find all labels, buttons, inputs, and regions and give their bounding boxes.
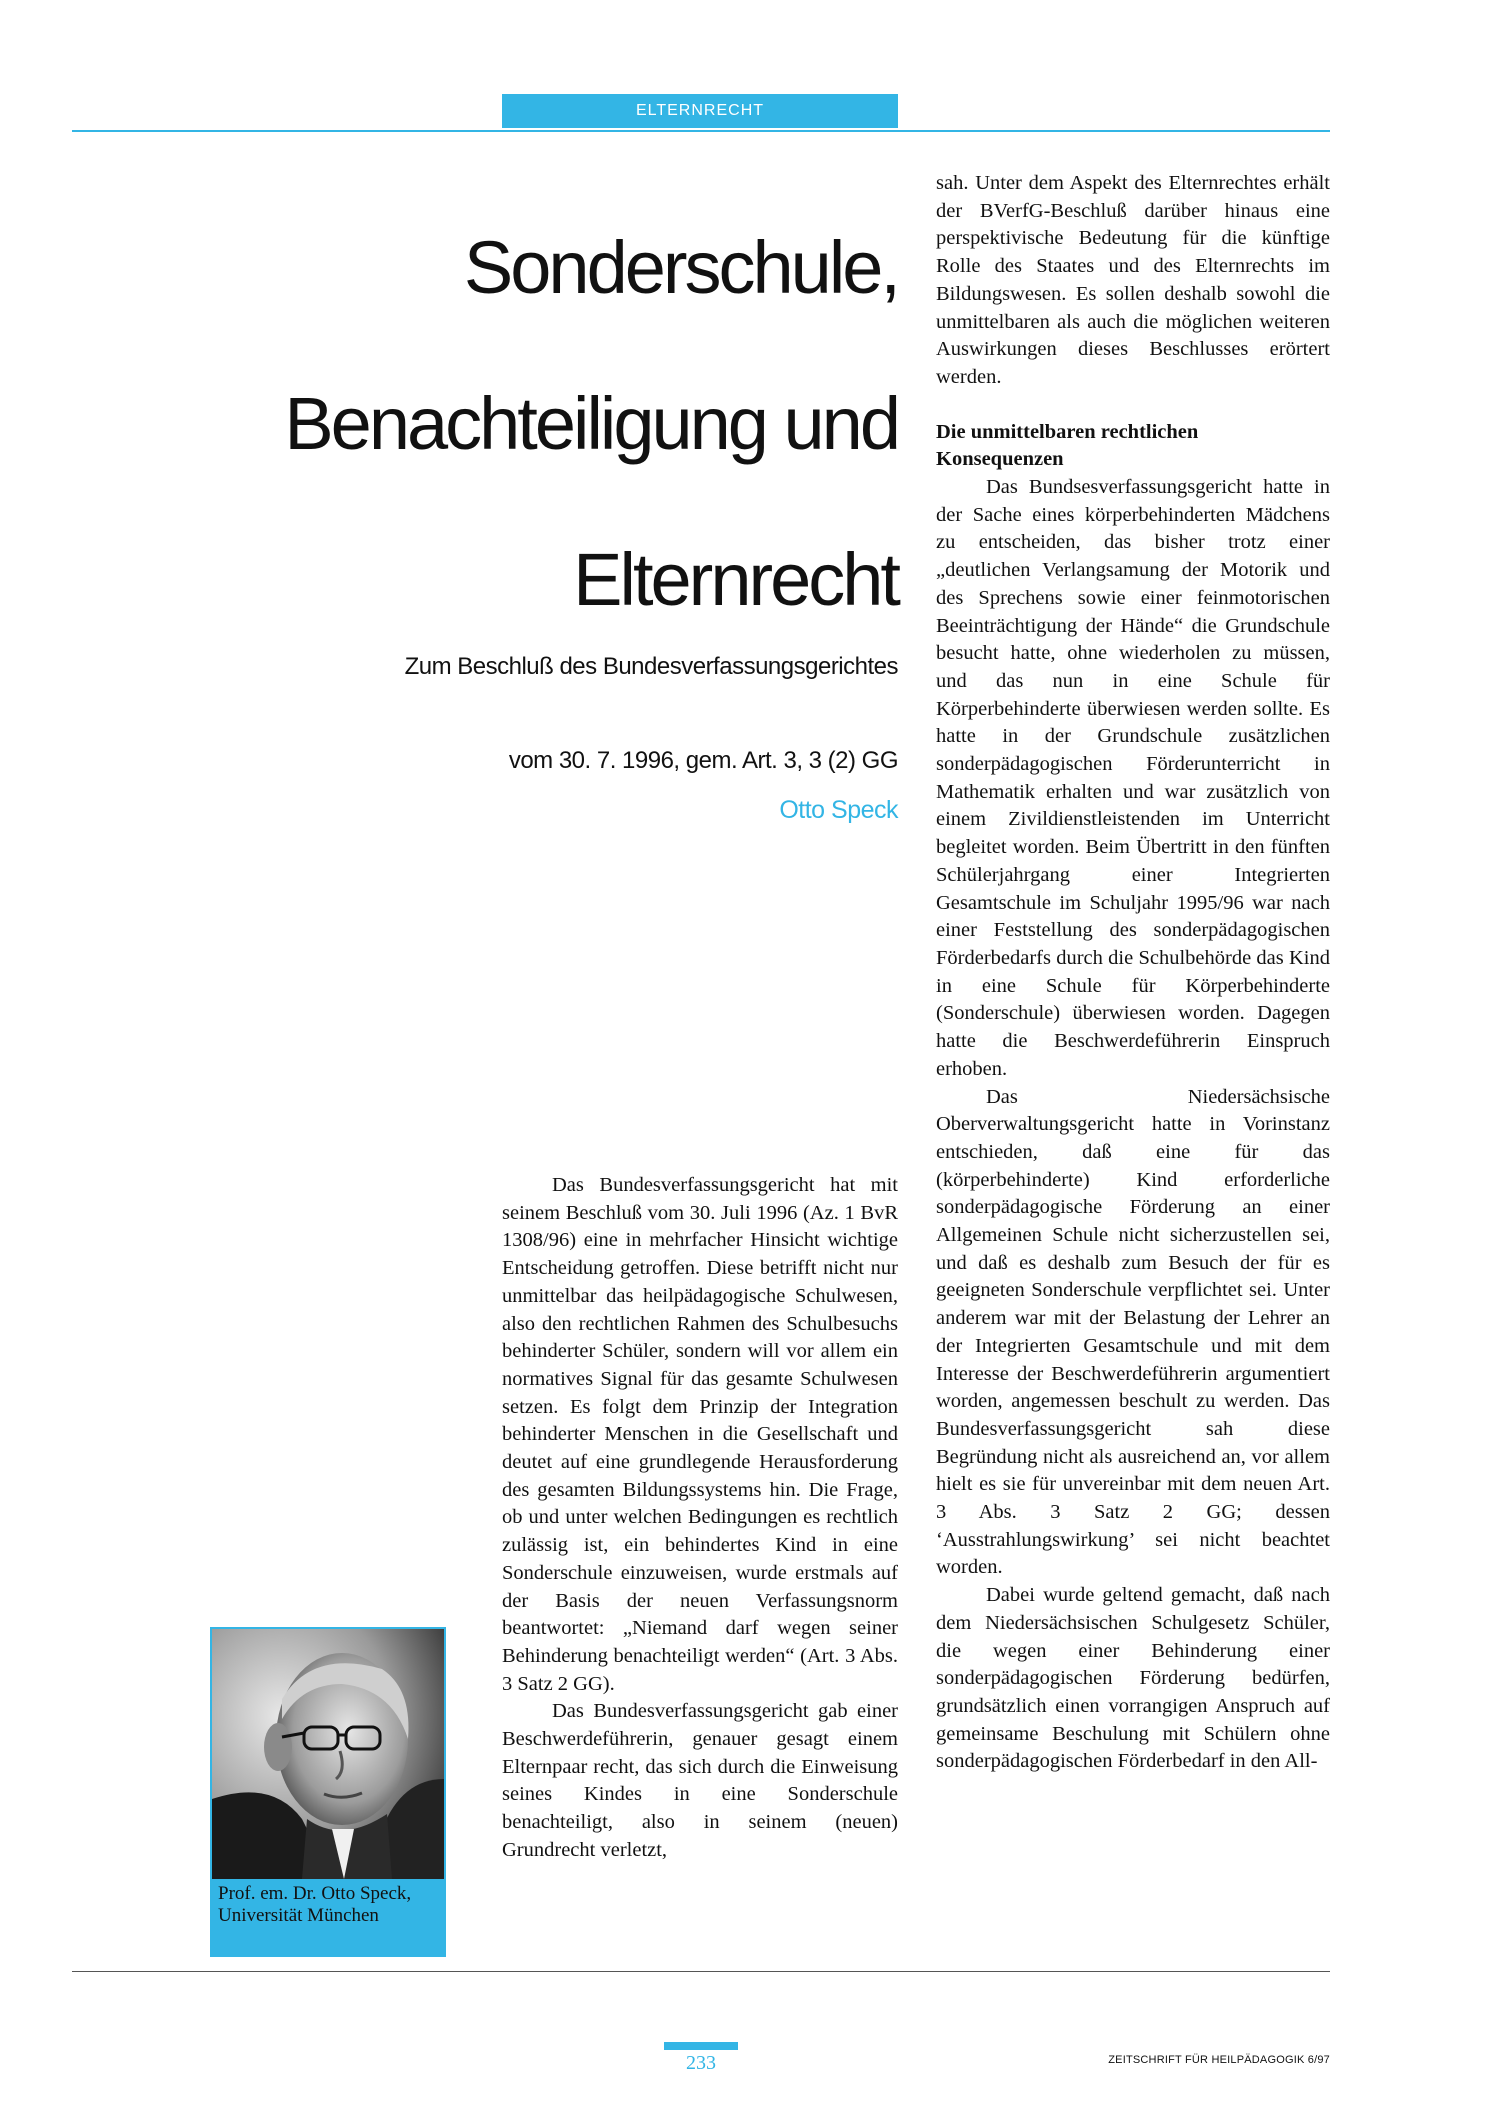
- body-paragraph: Das Bundsesverfassungsgericht hatte in der Sache eines körperbehinderten Mädchens zu entscheiden, das bisher trotz einer „deutlichen Verlangsamung der Motorik und des Sprechens sowie einer feinmotorischen Beeinträchtigung der Hände“ die Grundschule besucht hatte, ohne wiederholen zu müssen, und das nun in eine Schule für Körperbehinderte überwiesen werden sollte. Es hatte in der Grundschule zusätzlichen sonderpädagogischen Förderunterricht in Mathematik erhalten und war zusätzlich von einem Zivildienstleistenden im Unterricht begleitet worden. Beim Übertritt in den fünften Schülerjahrgang einer Integrierten Gesamtschule im Schuljahr 1995/96 war nach einer Feststellung des sonderpädagogischen Förderbedarfs durch die Schulbehörde das Kind in eine Schule für Körperbehinderte (Sonderschule) überwiesen worden. Dagegen hatte die Beschwerdeführerin Einspruch erhoben.: [936, 476, 1330, 1080]
- section-header-tab: [502, 94, 898, 128]
- author-name: Otto Speck: [779, 796, 898, 824]
- caption-line-1: Prof. em. Dr. Otto Speck,: [218, 1883, 412, 1904]
- article-subtitle: [200, 620, 898, 808]
- middle-column: [502, 1172, 898, 1957]
- caption-line-2: Universität München: [218, 1905, 379, 1926]
- journal-name: ZEITSCHRIFT FÜR HEILPÄDAGOGIK 6/97: [1108, 2054, 1330, 2066]
- right-column: [936, 170, 1330, 1957]
- photo-caption: [218, 1883, 444, 1927]
- body-paragraph: Das Bundesverfassungsgericht gab einer Beschwerdeführerin, genauer gesagt einem Elternpaar recht, das sich durch die Einweisung seines Kindes in eine Sonderschule benachteiligt, also in seinem (neuen) Grundrecht verletzt,: [502, 1700, 898, 1861]
- page-number-bar: [664, 2042, 738, 2050]
- body-paragraph: sah. Unter dem Aspekt des Elternrechtes erhält der BVerfG-Beschluß darüber hinaus eine perspektivische Bedeutung für die künftige Rolle des Staates und des Elternrechts im Bildungswesen. Es sollen deshalb sowohl die unmittelbaren als auch die möglichen weiteren Auswirkungen dieses Beschlusses erörtert werden.: [936, 172, 1330, 388]
- title-line-1: Sonderschule,: [463, 226, 898, 309]
- author-portrait-photo: [212, 1629, 444, 1879]
- body-paragraph: Dabei wurde geltend gemacht, daß nach dem Niedersächsischen Schulgesetz Schüler, die wegen einer Behinderung einer sonderpädagogischen Förderung bedürfen, grundsätzlich einen vorrangigen Anspruch auf gemeinsame Beschulung mit Schülern ohne sonderpädagogischen Förderbedarf in den All-: [936, 1584, 1330, 1773]
- author-photo-frame: [210, 1627, 446, 1957]
- section-label: ELTERNRECHT: [635, 102, 765, 119]
- body-paragraph: Das Niedersächsische Oberverwaltungsgericht hatte in Vorinstanz entschieden, daß eine für das (körperbehinderte) Kind erforderliche sonderpädagogische Förderung an einer Allgemeinen Schule nicht sicherzustellen sei, und daß es deshalb zum Besuch der für es geeigneten Sonderschule verpflichtet sei. Unter anderem war mit der Belastung der Lehrer an der Integrierten Gesamtschule und mit dem Interesse der Beschwerdeführerin argumentiert worden, angemessen beschult zu werden. Das Bundesverfassungsgericht sah diese Begründung nicht als ausreichend an, vor allem hielt es sie für unvereinbar mit dem neuen Art. 3 Abs. 3 Satz 2 GG; dessen ‘Ausstrahlungswirkung’ sei nicht beachtet worden.: [936, 1085, 1330, 1579]
- article-title: [150, 190, 898, 658]
- subtitle-line-2: vom 30. 7. 1996, gem. Art. 3, 3 (2) GG: [508, 747, 898, 774]
- footer-rule: [72, 1971, 1330, 1972]
- title-line-2: Benachteiligung und: [284, 382, 898, 465]
- page-number: 233: [686, 2052, 716, 2074]
- subtitle-line-1: Zum Beschluß des Bundesverfassungsgerichtes: [404, 653, 898, 680]
- title-line-3: Elternrecht: [573, 538, 898, 621]
- header-rule: [72, 130, 1330, 132]
- section-heading: Die unmittelbaren rechtlichen Konsequenzen: [936, 420, 1199, 471]
- body-paragraph: Das Bundesverfassungsgericht hat mit seinem Beschluß vom 30. Juli 1996 (Az. 1 BvR 1308/96) eine in mehrfacher Hinsicht wichtige Entscheidung getroffen. Diese betrifft nicht nur unmittelbar das heilpädagogische Schulwesen, also den rechtlichen Rahmen des Schulbesuchs behinderter Schüler, sondern will vor allem ein normatives Signal für das gesamte Schulwesen setzen. Es folgt dem Prinzip der Integration behinderter Menschen in die Gesellschaft und deutet auf eine grundlegende Herausforderung des gesamten Bildungssystems hin. Die Frage, ob und unter welchen Bedingungen es rechtlich zulässig ist, ein behindertes Kind in eine Sonderschule einzuweisen, wurde erstmals auf der Basis der neuen Verfassungsnorm beantwortet: „Niemand darf wegen seiner Behinderung benachteiligt werden“ (Art. 3 Abs. 3 Satz 2 GG).: [502, 1174, 898, 1695]
